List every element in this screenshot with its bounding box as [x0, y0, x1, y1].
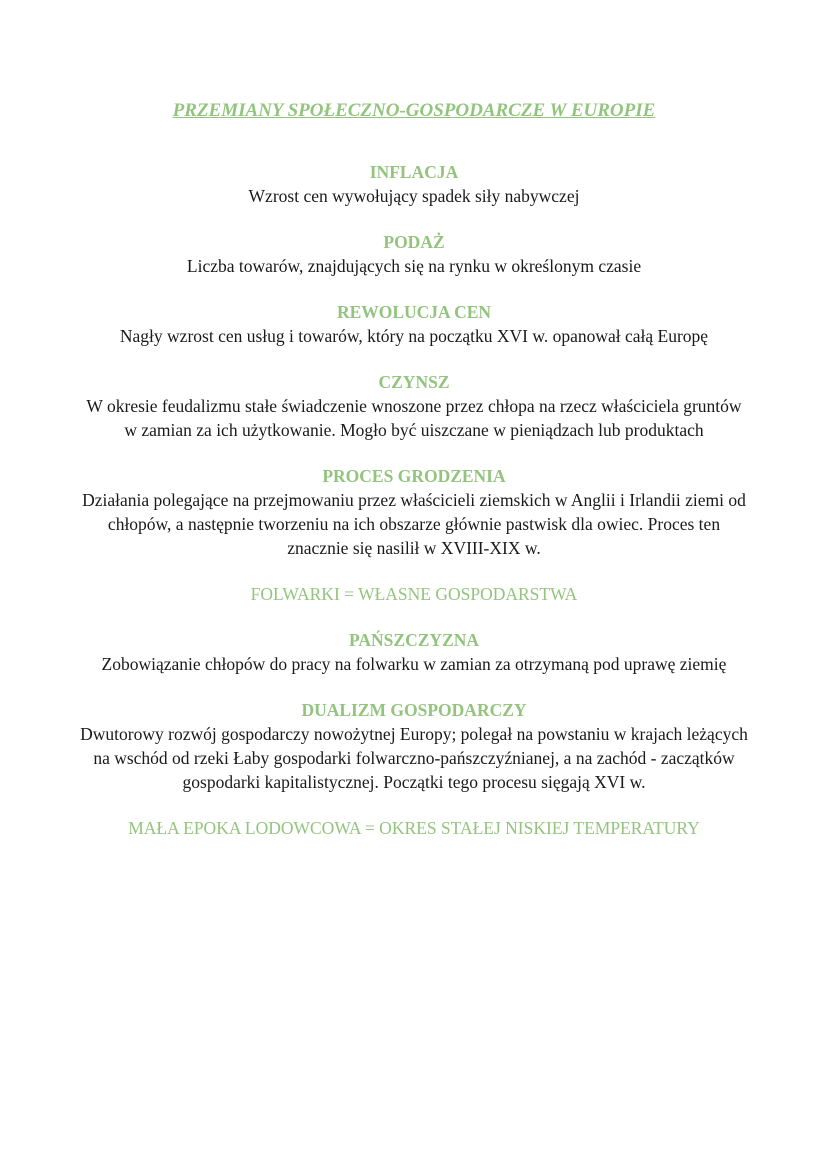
term-definition: Zobowiązanie chłopów do pracy na folwarku w zamian za otrzymaną pod uprawę ziemię — [101, 654, 727, 674]
section-mala-epoka-lodowcowa — [80, 816, 748, 840]
term-definition: Nagły wzrost cen usług i towarów, który na początku XVI w. opanował całą Europę — [119, 326, 709, 346]
section-inflacja — [80, 160, 748, 208]
term-definition: Wzrost cen wywołujący spadek siły nabywczej — [248, 186, 580, 206]
section-dualizm-gospodarczy — [80, 698, 748, 794]
term-heading: PODAŻ — [383, 232, 445, 252]
term-heading: PAŃSZCZYZNA — [349, 630, 479, 650]
term-heading: INFLACJA — [369, 162, 459, 182]
equation-statement: MAŁA EPOKA LODOWCOWA = OKRES STAŁEJ NISKIEJ TEMPERATURY — [128, 818, 700, 838]
section-panszczyzna — [80, 628, 748, 676]
section-proces-grodzenia — [80, 464, 748, 560]
section-rewolucja-cen — [80, 300, 748, 348]
term-definition: Działania polegające na przejmowaniu przez właścicieli ziemskich w Anglii i Irlandii ziemi od chłopów, a następnie tworzeniu na ich obszarze głównie pastwisk dla owiec. Proces ten znacznie się nasilił w XVIII-XIX w. — [82, 490, 746, 558]
section-podaz — [80, 230, 748, 278]
page-title: PRZEMIANY SPOŁECZNO-GOSPODARCZE W EUROPIE — [172, 100, 656, 121]
term-definition: Dwutorowy rozwój gospodarczy nowożytnej Europy; polegał na powstaniu w krajach leżących na wschód od rzeki Łaby gospodarki folwarczno-pańszczyźnianej, a na zachód - zaczątków gospodarki kapitalistycznej. Początki tego procesu sięgają XVI w. — [80, 724, 748, 792]
term-heading: DUALIZM GOSPODARCZY — [301, 700, 527, 720]
term-definition: W okresie feudalizmu stałe świadczenie wnoszone przez chłopa na rzecz właściciela gruntów w zamian za ich użytkowanie. Mogło być uiszczane w pieniądzach lub produktach — [86, 396, 742, 440]
term-heading: PROCES GRODZENIA — [322, 466, 506, 486]
equation-statement: FOLWARKI = WŁASNE GOSPODARSTWA — [250, 584, 578, 604]
section-folwarki — [80, 582, 748, 606]
term-heading: REWOLUCJA CEN — [336, 302, 492, 322]
section-czynsz — [80, 370, 748, 442]
term-heading: CZYNSZ — [378, 372, 450, 392]
term-definition: Liczba towarów, znajdujących się na rynku w określonym czasie — [186, 256, 642, 276]
